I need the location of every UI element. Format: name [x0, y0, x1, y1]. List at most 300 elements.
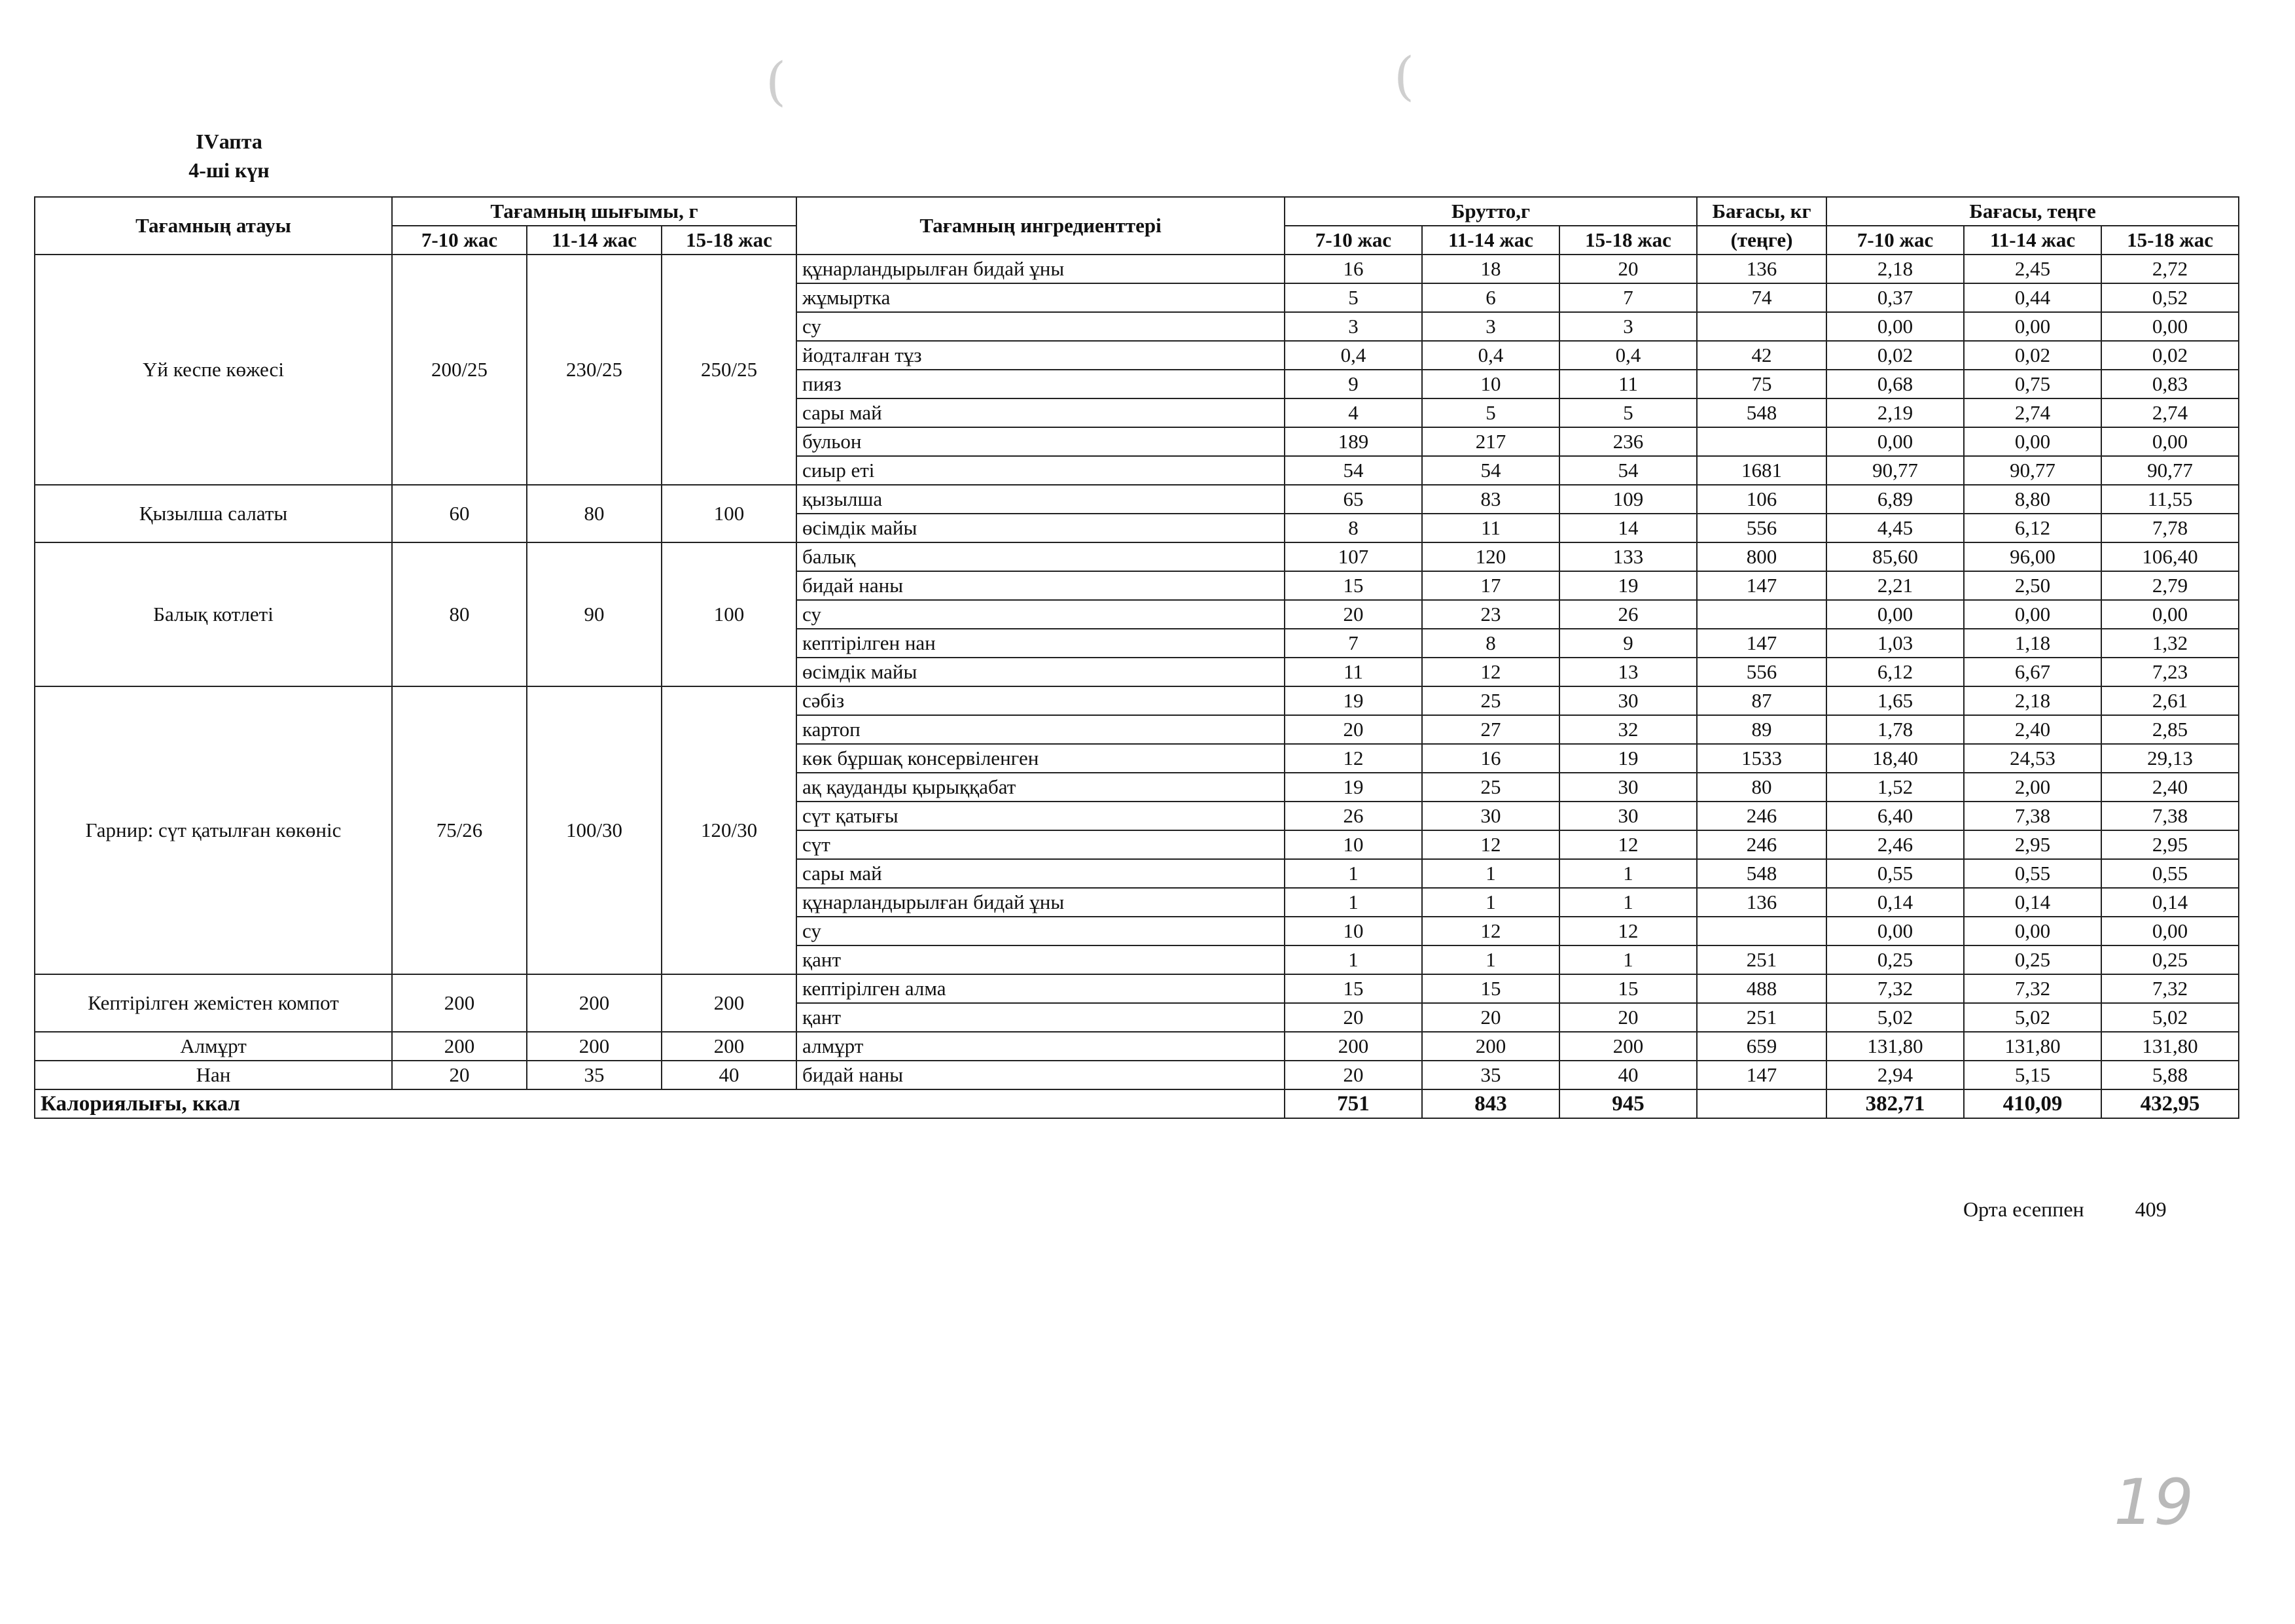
brutto-age1: 20 [1285, 1003, 1422, 1032]
price-age1: 0,00 [1826, 600, 1964, 629]
brutto-age3: 12 [1559, 830, 1697, 859]
brutto-age3: 30 [1559, 773, 1697, 802]
brutto-age2: 25 [1422, 686, 1559, 715]
dish-output-age3: 250/25 [662, 255, 796, 485]
totals-row [35, 1089, 2239, 1118]
price-age2: 7,38 [1964, 802, 2101, 830]
ingredient-name: балық [796, 542, 1285, 571]
price-age3: 2,61 [2101, 686, 2239, 715]
brutto-age2: 18 [1422, 255, 1559, 283]
price-age3: 7,78 [2101, 514, 2239, 542]
dish-output-age1: 200/25 [392, 255, 527, 485]
brutto-age3: 14 [1559, 514, 1697, 542]
ingredient-name: көк бұршақ консервіленген [796, 744, 1285, 773]
price-age2: 5,15 [1964, 1061, 2101, 1089]
price-age2: 0,00 [1964, 312, 2101, 341]
price-age3: 0,83 [2101, 370, 2239, 398]
price-per-kg: 147 [1697, 1061, 1826, 1089]
price-age3: 2,79 [2101, 571, 2239, 600]
brutto-age3: 30 [1559, 686, 1697, 715]
brutto-age3: 20 [1559, 1003, 1697, 1032]
col-ingredients: Тағамның ингредиенттері [796, 197, 1285, 255]
total-price-kg [1697, 1089, 1826, 1118]
ingredient-name: сәбіз [796, 686, 1285, 715]
price-age2: 1,18 [1964, 629, 2101, 658]
price-per-kg: 42 [1697, 341, 1826, 370]
dish-output-age2: 80 [527, 485, 662, 542]
ingredient-name: құнарландырылған бидай ұны [796, 888, 1285, 917]
brutto-age2: 30 [1422, 802, 1559, 830]
brutto-age3: 133 [1559, 542, 1697, 571]
brutto-age2: 83 [1422, 485, 1559, 514]
brutto-age1: 10 [1285, 917, 1422, 945]
dish-output-age3: 40 [662, 1061, 796, 1089]
price-per-kg: 75 [1697, 370, 1826, 398]
ingredient-name: жұмыртка [796, 283, 1285, 312]
brutto-age1: 4 [1285, 398, 1422, 427]
price-age3: 2,40 [2101, 773, 2239, 802]
price-age1: 2,46 [1826, 830, 1964, 859]
price-age2: 2,95 [1964, 830, 2101, 859]
dish-name: Балық котлеті [35, 542, 392, 686]
price-age3: 7,23 [2101, 658, 2239, 686]
ingredient-name: сүт [796, 830, 1285, 859]
col-price-age2: 11-14 жас [1964, 226, 2101, 255]
col-brutto: Брутто,г [1285, 197, 1697, 226]
calories-label: Калориялығы, ккал [35, 1089, 1285, 1118]
price-per-kg: 87 [1697, 686, 1826, 715]
table-row [35, 1061, 2239, 1089]
brutto-age1: 15 [1285, 974, 1422, 1003]
brutto-age1: 19 [1285, 686, 1422, 715]
brutto-age3: 7 [1559, 283, 1697, 312]
price-age1: 6,40 [1826, 802, 1964, 830]
col-price-age3: 15-18 жас [2101, 226, 2239, 255]
price-age3: 2,85 [2101, 715, 2239, 744]
price-age3: 0,52 [2101, 283, 2239, 312]
brutto-age2: 10 [1422, 370, 1559, 398]
brutto-age2: 5 [1422, 398, 1559, 427]
price-per-kg: 548 [1697, 398, 1826, 427]
day-label: 4-ші күн [188, 158, 270, 182]
price-per-kg: 251 [1697, 1003, 1826, 1032]
dish-output-age3: 100 [662, 485, 796, 542]
col-dish-name: Тағамның атауы [35, 197, 392, 255]
brutto-age1: 0,4 [1285, 341, 1422, 370]
table-row [35, 542, 2239, 571]
table-row [35, 974, 2239, 1003]
price-age3: 106,40 [2101, 542, 2239, 571]
brutto-age2: 1 [1422, 888, 1559, 917]
ingredient-name: қант [796, 945, 1285, 974]
price-age3: 90,77 [2101, 456, 2239, 485]
price-age2: 2,45 [1964, 255, 2101, 283]
price-age1: 1,52 [1826, 773, 1964, 802]
average-summary [1963, 1197, 2213, 1222]
price-per-kg: 1681 [1697, 456, 1826, 485]
brutto-age1: 19 [1285, 773, 1422, 802]
price-age2: 0,00 [1964, 600, 2101, 629]
price-per-kg: 147 [1697, 571, 1826, 600]
price-age1: 0,00 [1826, 312, 1964, 341]
dish-output-age3: 200 [662, 1032, 796, 1061]
dish-output-age1: 200 [392, 974, 527, 1032]
dish-output-age2: 230/25 [527, 255, 662, 485]
price-per-kg: 251 [1697, 945, 1826, 974]
dish-name: Кептірілген жемістен компот [35, 974, 392, 1032]
price-age3: 1,32 [2101, 629, 2239, 658]
dish-output-age1: 20 [392, 1061, 527, 1089]
ingredient-name: кептірілген нан [796, 629, 1285, 658]
brutto-age3: 1 [1559, 859, 1697, 888]
price-age2: 5,02 [1964, 1003, 2101, 1032]
brutto-age1: 8 [1285, 514, 1422, 542]
dish-output-age1: 60 [392, 485, 527, 542]
price-per-kg: 246 [1697, 802, 1826, 830]
price-age3: 0,00 [2101, 427, 2239, 456]
total-price-age1: 382,71 [1826, 1089, 1964, 1118]
dish-output-age2: 90 [527, 542, 662, 686]
price-age1: 6,89 [1826, 485, 1964, 514]
brutto-age2: 15 [1422, 974, 1559, 1003]
total-price-age3: 432,95 [2101, 1089, 2239, 1118]
price-age1: 5,02 [1826, 1003, 1964, 1032]
brutto-age1: 15 [1285, 571, 1422, 600]
total-brutto-age2: 843 [1422, 1089, 1559, 1118]
brutto-age3: 19 [1559, 744, 1697, 773]
dish-output-age3: 200 [662, 974, 796, 1032]
brutto-age2: 20 [1422, 1003, 1559, 1032]
brutto-age1: 7 [1285, 629, 1422, 658]
handwritten-page-number: 19 [2114, 1466, 2194, 1539]
price-age2: 24,53 [1964, 744, 2101, 773]
dish-output-age2: 200 [527, 1032, 662, 1061]
brutto-age2: 12 [1422, 830, 1559, 859]
brutto-age2: 217 [1422, 427, 1559, 456]
brutto-age2: 3 [1422, 312, 1559, 341]
price-age1: 1,65 [1826, 686, 1964, 715]
ingredient-name: бидай наны [796, 571, 1285, 600]
brutto-age2: 23 [1422, 600, 1559, 629]
price-per-kg: 800 [1697, 542, 1826, 571]
ingredient-name: сиыр еті [796, 456, 1285, 485]
week-label: ІVапта [196, 130, 262, 153]
price-age3: 2,74 [2101, 398, 2239, 427]
price-age3: 0,55 [2101, 859, 2239, 888]
ingredient-name: су [796, 600, 1285, 629]
price-age1: 2,19 [1826, 398, 1964, 427]
brutto-age1: 107 [1285, 542, 1422, 571]
brutto-age1: 10 [1285, 830, 1422, 859]
price-age3: 7,32 [2101, 974, 2239, 1003]
price-age1: 0,00 [1826, 917, 1964, 945]
price-per-kg [1697, 312, 1826, 341]
dish-name: Үй кеспе көжесі [35, 255, 392, 485]
price-per-kg: 488 [1697, 974, 1826, 1003]
table-row [35, 686, 2239, 715]
brutto-age2: 6 [1422, 283, 1559, 312]
brutto-age1: 3 [1285, 312, 1422, 341]
brutto-age3: 3 [1559, 312, 1697, 341]
brutto-age1: 12 [1285, 744, 1422, 773]
brutto-age1: 16 [1285, 255, 1422, 283]
col-output-age3: 15-18 жас [662, 226, 796, 255]
price-age2: 0,14 [1964, 888, 2101, 917]
dish-output-age2: 100/30 [527, 686, 662, 974]
brutto-age2: 54 [1422, 456, 1559, 485]
brutto-age1: 1 [1285, 888, 1422, 917]
brutto-age2: 17 [1422, 571, 1559, 600]
document-header [157, 127, 301, 185]
price-age2: 2,40 [1964, 715, 2101, 744]
total-brutto-age3: 945 [1559, 1089, 1697, 1118]
brutto-age3: 200 [1559, 1032, 1697, 1061]
price-age3: 0,00 [2101, 917, 2239, 945]
table-header [35, 197, 2239, 255]
price-age2: 6,67 [1964, 658, 2101, 686]
price-per-kg [1697, 917, 1826, 945]
price-age1: 90,77 [1826, 456, 1964, 485]
brutto-age2: 8 [1422, 629, 1559, 658]
brutto-age1: 20 [1285, 1061, 1422, 1089]
price-per-kg: 89 [1697, 715, 1826, 744]
col-brutto-age3: 15-18 жас [1559, 226, 1697, 255]
brutto-age2: 12 [1422, 917, 1559, 945]
col-output-age1: 7-10 жас [392, 226, 527, 255]
scan-mark-right: ( [1394, 46, 1415, 107]
price-age3: 5,88 [2101, 1061, 2239, 1089]
dish-output-age1: 75/26 [392, 686, 527, 974]
brutto-age1: 200 [1285, 1032, 1422, 1061]
brutto-age2: 27 [1422, 715, 1559, 744]
brutto-age1: 1 [1285, 859, 1422, 888]
col-price: Бағасы, теңге [1826, 197, 2239, 226]
price-per-kg [1697, 427, 1826, 456]
price-per-kg: 548 [1697, 859, 1826, 888]
price-age2: 0,00 [1964, 427, 2101, 456]
col-price-age1: 7-10 жас [1826, 226, 1964, 255]
price-age2: 2,00 [1964, 773, 2101, 802]
col-brutto-age2: 11-14 жас [1422, 226, 1559, 255]
price-age1: 0,55 [1826, 859, 1964, 888]
table-row [35, 485, 2239, 514]
brutto-age2: 1 [1422, 945, 1559, 974]
brutto-age1: 65 [1285, 485, 1422, 514]
price-age2: 0,00 [1964, 917, 2101, 945]
price-age2: 6,12 [1964, 514, 2101, 542]
dish-output-age2: 200 [527, 974, 662, 1032]
price-age1: 0,25 [1826, 945, 1964, 974]
brutto-age2: 16 [1422, 744, 1559, 773]
price-age1: 7,32 [1826, 974, 1964, 1003]
price-per-kg: 136 [1697, 888, 1826, 917]
price-per-kg: 136 [1697, 255, 1826, 283]
ingredient-name: бидай наны [796, 1061, 1285, 1089]
price-age3: 131,80 [2101, 1032, 2239, 1061]
price-per-kg: 74 [1697, 283, 1826, 312]
price-age1: 1,78 [1826, 715, 1964, 744]
brutto-age1: 11 [1285, 658, 1422, 686]
brutto-age2: 25 [1422, 773, 1559, 802]
brutto-age1: 20 [1285, 715, 1422, 744]
brutto-age1: 189 [1285, 427, 1422, 456]
price-age3: 0,00 [2101, 600, 2239, 629]
ingredient-name: сүт қатығы [796, 802, 1285, 830]
ingredient-name: қызылша [796, 485, 1285, 514]
price-age1: 2,21 [1826, 571, 1964, 600]
col-brutto-age1: 7-10 жас [1285, 226, 1422, 255]
price-per-kg: 556 [1697, 514, 1826, 542]
price-age2: 96,00 [1964, 542, 2101, 571]
price-per-kg: 147 [1697, 629, 1826, 658]
ingredient-name: өсімдік майы [796, 514, 1285, 542]
price-age3: 5,02 [2101, 1003, 2239, 1032]
price-age3: 2,72 [2101, 255, 2239, 283]
ingredient-name: кептірілген алма [796, 974, 1285, 1003]
brutto-age3: 13 [1559, 658, 1697, 686]
brutto-age3: 26 [1559, 600, 1697, 629]
brutto-age3: 11 [1559, 370, 1697, 398]
ingredient-name: су [796, 312, 1285, 341]
brutto-age3: 40 [1559, 1061, 1697, 1089]
dish-output-age1: 80 [392, 542, 527, 686]
price-age3: 7,38 [2101, 802, 2239, 830]
ingredient-name: құнарландырылған бидай ұны [796, 255, 1285, 283]
brutto-age1: 9 [1285, 370, 1422, 398]
price-per-kg: 246 [1697, 830, 1826, 859]
dish-output-age3: 100 [662, 542, 796, 686]
average-value: 409 [2135, 1197, 2167, 1221]
table-row [35, 1032, 2239, 1061]
table-body [35, 255, 2239, 1089]
col-output-age2: 11-14 жас [527, 226, 662, 255]
col-price-kg-unit: (теңге) [1697, 226, 1826, 255]
price-age1: 0,68 [1826, 370, 1964, 398]
price-age1: 0,37 [1826, 283, 1964, 312]
dish-name: Гарнир: сүт қатылған көкөніс [35, 686, 392, 974]
brutto-age3: 0,4 [1559, 341, 1697, 370]
price-age2: 90,77 [1964, 456, 2101, 485]
brutto-age1: 5 [1285, 283, 1422, 312]
price-age1: 2,94 [1826, 1061, 1964, 1089]
ingredient-name: сары май [796, 859, 1285, 888]
brutto-age3: 12 [1559, 917, 1697, 945]
price-age3: 0,14 [2101, 888, 2239, 917]
brutto-age3: 1 [1559, 888, 1697, 917]
total-price-age2: 410,09 [1964, 1089, 2101, 1118]
price-age1: 0,14 [1826, 888, 1964, 917]
menu-table [34, 196, 2239, 1119]
ingredient-name: алмұрт [796, 1032, 1285, 1061]
brutto-age3: 109 [1559, 485, 1697, 514]
ingredient-name: пияз [796, 370, 1285, 398]
ingredient-name: ақ қауданды қырыққабат [796, 773, 1285, 802]
price-age3: 0,00 [2101, 312, 2239, 341]
brutto-age3: 30 [1559, 802, 1697, 830]
brutto-age2: 11 [1422, 514, 1559, 542]
col-price-kg: Бағасы, кг [1697, 197, 1826, 226]
price-per-kg [1697, 600, 1826, 629]
brutto-age3: 15 [1559, 974, 1697, 1003]
price-age2: 0,55 [1964, 859, 2101, 888]
price-age3: 29,13 [2101, 744, 2239, 773]
price-age2: 0,02 [1964, 341, 2101, 370]
price-age2: 7,32 [1964, 974, 2101, 1003]
ingredient-name: картоп [796, 715, 1285, 744]
ingredient-name: қант [796, 1003, 1285, 1032]
price-age2: 0,44 [1964, 283, 2101, 312]
price-age2: 8,80 [1964, 485, 2101, 514]
price-age1: 1,03 [1826, 629, 1964, 658]
price-age2: 131,80 [1964, 1032, 2101, 1061]
brutto-age1: 1 [1285, 945, 1422, 974]
price-age2: 0,75 [1964, 370, 2101, 398]
brutto-age2: 1 [1422, 859, 1559, 888]
total-brutto-age1: 751 [1285, 1089, 1422, 1118]
price-age1: 4,45 [1826, 514, 1964, 542]
price-age2: 0,25 [1964, 945, 2101, 974]
price-per-kg: 556 [1697, 658, 1826, 686]
price-age2: 2,74 [1964, 398, 2101, 427]
brutto-age3: 20 [1559, 255, 1697, 283]
brutto-age3: 9 [1559, 629, 1697, 658]
price-per-kg: 106 [1697, 485, 1826, 514]
brutto-age2: 0,4 [1422, 341, 1559, 370]
dish-output-age3: 120/30 [662, 686, 796, 974]
dish-output-age2: 35 [527, 1061, 662, 1089]
average-label: Орта есеппен [1963, 1197, 2084, 1221]
ingredient-name: йодталған тұз [796, 341, 1285, 370]
ingredient-name: су [796, 917, 1285, 945]
ingredient-name: өсімдік майы [796, 658, 1285, 686]
brutto-age3: 236 [1559, 427, 1697, 456]
table-totals [35, 1089, 2239, 1118]
brutto-age3: 19 [1559, 571, 1697, 600]
price-per-kg: 659 [1697, 1032, 1826, 1061]
brutto-age1: 26 [1285, 802, 1422, 830]
price-age1: 0,02 [1826, 341, 1964, 370]
dish-name: Нан [35, 1061, 392, 1089]
price-age1: 18,40 [1826, 744, 1964, 773]
ingredient-name: сары май [796, 398, 1285, 427]
brutto-age2: 200 [1422, 1032, 1559, 1061]
ingredient-name: бульон [796, 427, 1285, 456]
brutto-age3: 54 [1559, 456, 1697, 485]
col-output: Тағамның шығымы, г [392, 197, 796, 226]
price-age3: 2,95 [2101, 830, 2239, 859]
price-per-kg: 1533 [1697, 744, 1826, 773]
brutto-age1: 54 [1285, 456, 1422, 485]
brutto-age2: 120 [1422, 542, 1559, 571]
brutto-age3: 32 [1559, 715, 1697, 744]
brutto-age3: 1 [1559, 945, 1697, 974]
price-age3: 0,25 [2101, 945, 2239, 974]
price-age1: 0,00 [1826, 427, 1964, 456]
price-age1: 6,12 [1826, 658, 1964, 686]
price-age1: 2,18 [1826, 255, 1964, 283]
scan-mark-left: ( [766, 51, 787, 112]
price-age3: 11,55 [2101, 485, 2239, 514]
table-row [35, 255, 2239, 283]
dish-name: Алмұрт [35, 1032, 392, 1061]
price-age3: 0,02 [2101, 341, 2239, 370]
price-age1: 131,80 [1826, 1032, 1964, 1061]
brutto-age2: 35 [1422, 1061, 1559, 1089]
price-per-kg: 80 [1697, 773, 1826, 802]
dish-name: Қызылша салаты [35, 485, 392, 542]
price-age2: 2,50 [1964, 571, 2101, 600]
brutto-age3: 5 [1559, 398, 1697, 427]
